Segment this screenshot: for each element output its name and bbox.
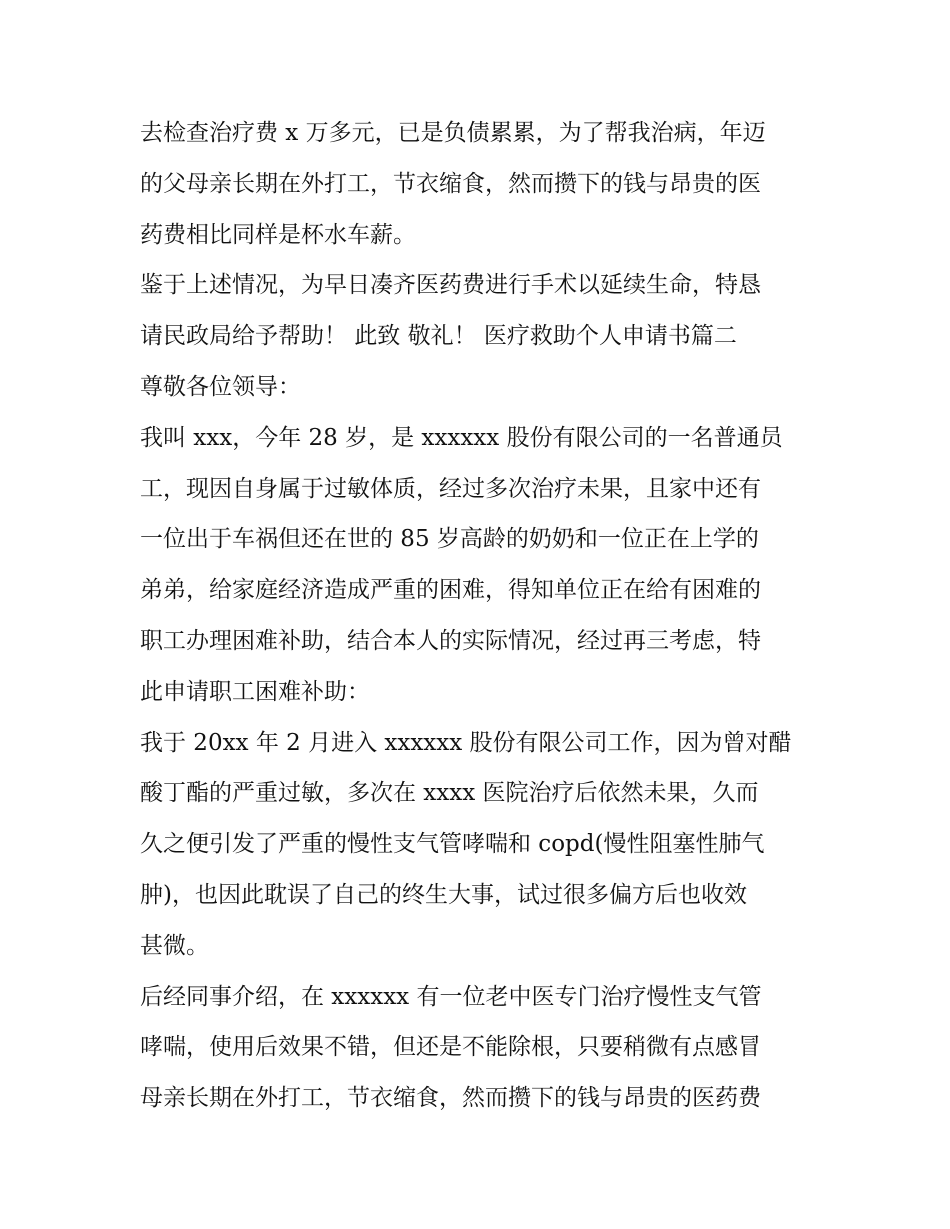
text-line: 请民政局给予帮助！ 此致 敬礼！ 医疗救助个人申请书篇二 (140, 323, 737, 350)
text-line: 甚微。 (140, 932, 209, 959)
text-line: 的父母亲长期在外打工，节衣缩食，然而攒下的钱与昂贵的医 (140, 170, 761, 197)
text-line: 母亲长期在外打工，节衣缩食，然而攒下的钱与昂贵的医药费 (140, 1085, 761, 1112)
text-line: 久之便引发了严重的慢性支气管哮喘和 copd(慢性阻塞性肺气 (140, 831, 765, 858)
text-line: 我叫 xxx，今年 28 岁，是 xxxxxx 股份有限公司的一名普通员 (140, 424, 783, 451)
salutation: 尊敬各位领导： (140, 373, 301, 400)
text-line: 后经同事介绍，在 xxxxxx 有一位老中医专门治疗慢性支气管 (140, 983, 762, 1010)
text-line: 我于 20xx 年 2 月进入 xxxxxx 股份有限公司工作，因为曾对醋 (140, 729, 792, 756)
text-line: 弟弟，给家庭经济造成严重的困难，得知单位正在给有困难的 (140, 577, 761, 604)
text-line: 鉴于上述情况，为早日凑齐医药费进行手术以延续生命，特恳 (140, 272, 761, 299)
text-line: 肿)，也因此耽误了自己的终生大事，试过很多偏方后也收效 (140, 881, 747, 908)
text-line: 药费相比同样是杯水车薪。 (140, 221, 416, 248)
text-line: 一位出于车祸但还在世的 85 岁高龄的奶奶和一位正在上学的 (140, 526, 759, 553)
text-line: 此申请职工困难补助： (140, 678, 370, 705)
text-line: 酸丁酯的严重过敏，多次在 xxxx 医院治疗后依然未果，久而 (140, 780, 759, 807)
text-line: 去检查治疗费 x 万多元，已是负债累累，为了帮我治病，年迈 (140, 120, 766, 146)
text-line: 哮喘，使用后效果不错，但还是不能除根，只要稍微有点感冒 (140, 1034, 761, 1061)
text-line: 职工办理困难补助，结合本人的实际情况，经过再三考虑，特 (140, 627, 761, 654)
document-body (140, 108, 820, 1124)
text-line: 工，现因自身属于过敏体质，经过多次治疗未果，且家中还有 (140, 475, 761, 502)
